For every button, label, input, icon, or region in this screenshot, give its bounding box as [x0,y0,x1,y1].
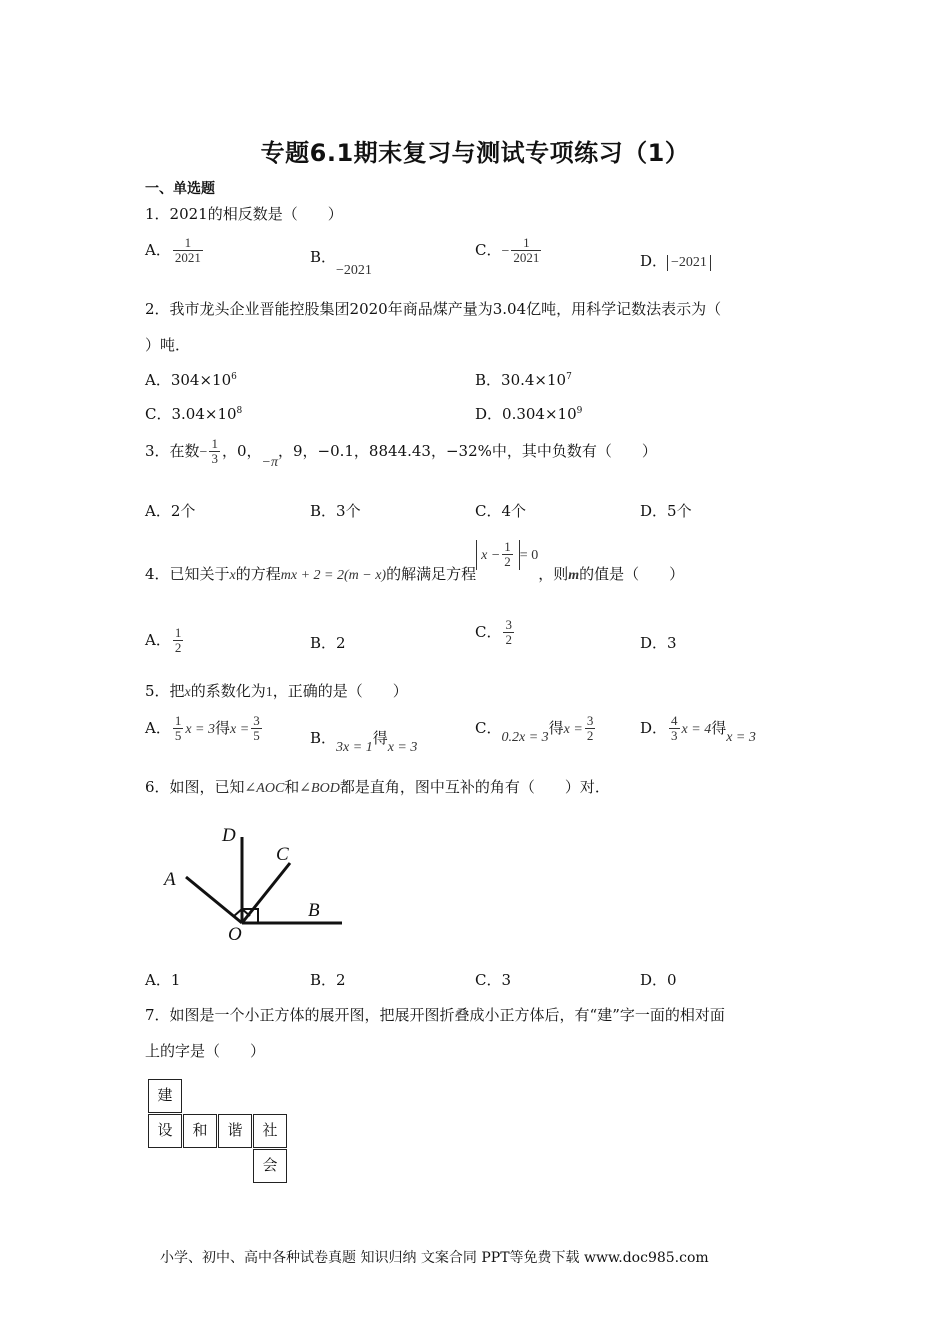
q1-option-c: C．− $\frac{1}{2021}$ [475,235,540,266]
label-o: O [228,924,242,945]
q5-option-a: A． $\frac{1}{5}$ x = 3得x = $\frac{3}{5}$ [145,713,260,744]
cube-face-she: 设 [148,1114,182,1148]
question-2-stem-line1: 2．我市龙头企业晋能控股集团2020年商品煤产量为3.04亿吨，用科学记数法表示为（ [145,300,722,318]
question-7-stem-line2: 上的字是（ ） [145,1042,266,1060]
q3-option-b: B．3个 [310,502,361,520]
q6-option-c: C．3 [475,971,512,989]
q4-option-d: D．3 [640,634,677,652]
q5-option-c: C．0.2x = 3得x = $\frac{3}{2}$ [475,713,594,745]
q2-option-b: B．$30.4\times 10^7$ [475,371,572,389]
q2-option-a: A．$304\times 10^6$ [145,371,237,389]
question-5-stem: 5．把x的系数化为1，正确的是（ ） [145,682,408,700]
q5-option-d: D． $\frac{4}{3}$ x = 4得x = 3 [640,713,756,745]
q1-option-d: D． −2021 [640,250,711,271]
question-7-stem-line1: 7．如图是一个小正方体的展开图，把展开图折叠成小正方体后，有“建”字一面的相对面 [145,1006,725,1024]
cube-face-she2: 社 [253,1114,287,1148]
page-footer: 小学、初中、高中各种试卷真题 知识归纳 文案合同 PPT等免费下载 www.doc985.com [160,1250,709,1266]
q6-option-a: A．1 [145,971,181,989]
label-c: C [276,844,289,865]
q2-option-c: C．$3.04\times 10^8$ [145,405,243,423]
cube-face-hui: 会 [253,1149,287,1183]
q1-option-a: A． $\frac{1}{2021}$ [145,235,201,266]
q1-option-b: B．−2021 [310,248,372,278]
q6-option-b: B．2 [310,971,346,989]
page-title: 专题6.1期末复习与测试专项练习（1） [260,139,690,167]
angle-figure [150,815,360,945]
q4-option-b: B．2 [310,634,346,652]
section-heading: 一、单选题 [145,181,215,197]
cube-face-xie: 谐 [218,1114,252,1148]
label-b: B [308,900,320,921]
q4-option-a: A． $\frac{1}{2}$ [145,625,182,656]
label-d: D [222,825,236,846]
cube-face-jian: 建 [148,1079,182,1113]
cube-net [148,1079,288,1185]
question-1-stem: 1．2021的相反数是（ ） [145,205,343,223]
q3-option-a: A．2个 [145,502,196,520]
cube-face-he: 和 [183,1114,217,1148]
question-4-stem: 4．已知关于x的方程mx + 2 = 2(m − x)的解满足方程x − $\frac{1}{2}$ = 0，则m的值是（ ） [145,539,685,583]
q2-option-d: D．$0.304\times 10^9$ [475,405,583,423]
q5-option-b: B．3x = 1得x = 3 [310,729,418,755]
q3-option-c: C．4个 [475,502,527,520]
q3-option-d: D．5个 [640,502,692,520]
q6-option-d: D．0 [640,971,677,989]
q4-option-c: C． $\frac{3}{2}$ [475,617,512,648]
ray-oa [186,877,242,923]
label-a: A [164,869,176,890]
question-6-stem: 6．如图，已知∠AOC和∠BOD都是直角，图中互补的角有（ ）对． [145,778,610,796]
question-3-stem: 3．在数− $\frac{1}{3}$ ，0，−π，9，−0.1，8844.43，−32%中，其中负数有（ ） [145,436,657,470]
question-2-stem-line2: ）吨． [145,336,191,354]
